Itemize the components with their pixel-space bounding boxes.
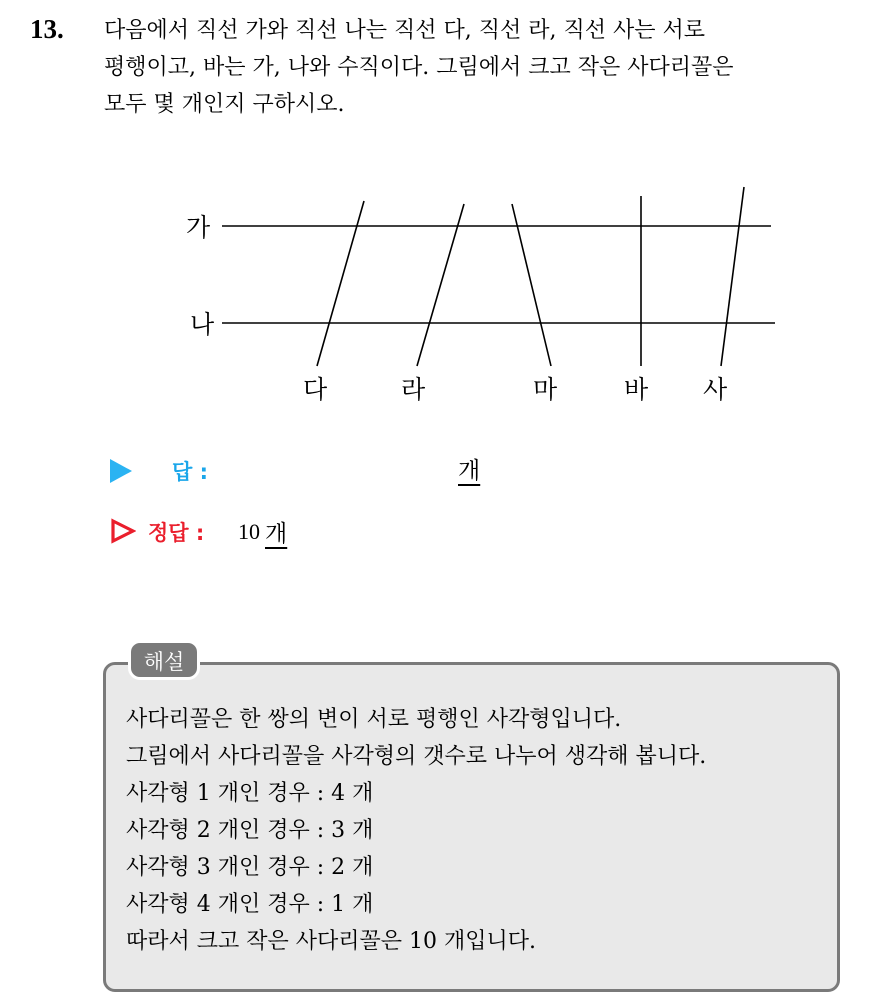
correct-answer-unit: 개 — [265, 521, 288, 547]
line-label-ba: 바 — [624, 375, 649, 404]
line-figure — [0, 0, 884, 440]
correct-answer-label: 정답 : — [148, 521, 205, 545]
explanation-line: 따라서 크고 작은 사다리꼴은 10 개입니다. — [126, 929, 536, 954]
answer-unit: 개 — [458, 458, 481, 484]
explanation-line: 사각형 4 개인 경우 : 1 개 — [126, 892, 374, 917]
line-label-na: 나 — [190, 310, 215, 339]
question-line: 평행이고, 바는 가, 나와 수직이다. 그림에서 크고 작은 사다리꼴은 — [104, 55, 734, 80]
line-label-ga: 가 — [186, 213, 211, 242]
question-line: 다음에서 직선 가와 직선 나는 직선 다, 직선 라, 직선 사는 서로 — [104, 18, 705, 43]
explanation-line: 그림에서 사다리꼴을 사각형의 갯수로 나누어 생각해 봅니다. — [126, 744, 707, 769]
explanation-tag: 해설 — [128, 640, 200, 680]
line-ra — [417, 204, 464, 366]
line-ma — [512, 204, 551, 366]
explanation-text — [126, 701, 706, 960]
explanation-line: 사각형 1 개인 경우 : 4 개 — [126, 781, 374, 806]
answer-label: 답 : — [172, 460, 208, 484]
question-line: 모두 몇 개인지 구하시오. — [104, 92, 345, 117]
play-triangle-icon — [110, 459, 132, 483]
line-sa — [721, 187, 744, 366]
outline-triangle-icon — [110, 518, 136, 544]
correct-answer-value: 10 — [238, 519, 260, 544]
answer-row — [110, 452, 510, 492]
question-number: 13. — [30, 14, 64, 44]
line-label-ra: 라 — [401, 375, 426, 404]
line-label-da: 다 — [303, 375, 328, 404]
explanation-line: 사각형 2 개인 경우 : 3 개 — [126, 818, 374, 843]
explanation-line: 사각형 3 개인 경우 : 2 개 — [126, 855, 374, 880]
line-label-ma: 마 — [533, 375, 558, 404]
correct-answer-row — [110, 512, 510, 552]
explanation-line: 사다리꼴은 한 쌍의 변이 서로 평행인 사각형입니다. — [126, 707, 622, 732]
line-label-sa: 사 — [703, 375, 728, 404]
